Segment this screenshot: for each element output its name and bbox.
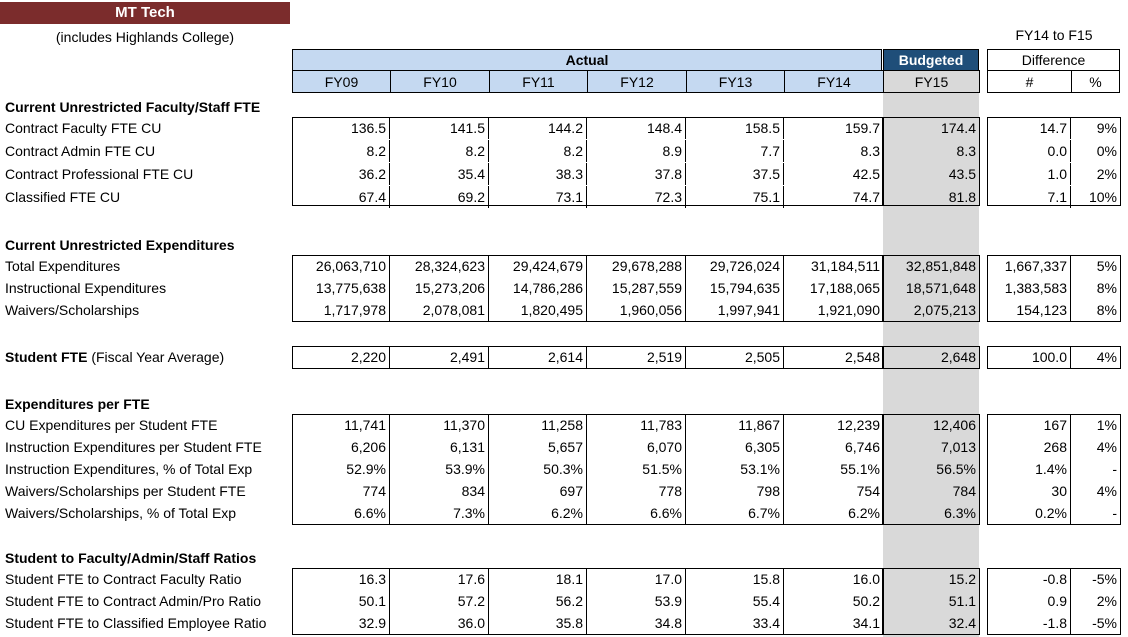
value-cell-fy10[interactable]: 6,131 (390, 436, 489, 458)
value-cell-fy11[interactable]: 697 (489, 480, 587, 502)
budget-cell[interactable]: 174.4 (940, 120, 976, 136)
value-cell-fy12[interactable]: 778 (587, 480, 686, 502)
budget-cell[interactable]: 32.4 (948, 615, 976, 631)
value-cell-fy13[interactable]: 75.1 (686, 186, 784, 208)
budget-cell[interactable]: 8.3 (956, 143, 976, 159)
value-cell-fy09[interactable]: 11,741 (292, 414, 390, 436)
budget-cell[interactable]: 7,013 (940, 439, 976, 455)
value-cell-fy12[interactable]: 34.8 (587, 612, 686, 634)
budgeted-header: Budgeted (883, 49, 979, 70)
diff-num-cell[interactable]: 1,667,337 (987, 255, 1071, 277)
diff-num-cell[interactable]: 30 (987, 480, 1071, 502)
value-cell-fy11[interactable]: 35.8 (489, 612, 587, 634)
row-label: Contract Professional FTE CU (5, 166, 194, 182)
institution-title: MT Tech (0, 2, 290, 24)
institution-subtitle: (includes Highlands College) (55, 29, 235, 45)
value-cell-fy12[interactable]: 11,783 (587, 414, 686, 436)
value-cell-fy10[interactable]: 17.6 (390, 568, 489, 590)
diff-pct-cell[interactable]: 4% (1096, 439, 1117, 455)
value-cell-fy13[interactable]: 55.4 (686, 590, 784, 612)
diff-num-cell[interactable]: -1.8 (987, 612, 1071, 634)
value-cell-fy09[interactable]: 136.5 (292, 117, 390, 139)
value-cell-fy11[interactable]: 2,614 (489, 346, 587, 368)
value-cell-fy10[interactable]: 57.2 (390, 590, 489, 612)
value-cell-fy14[interactable]: 1,921,090 (817, 302, 880, 318)
budget-cell[interactable]: 12,406 (933, 417, 976, 433)
value-cell-fy10[interactable]: 2,078,081 (390, 299, 489, 321)
value-cell-fy12[interactable]: 72.3 (587, 186, 686, 208)
budget-cell[interactable]: 2,075,213 (913, 302, 976, 318)
budget-cell[interactable]: 18,571,648 (905, 280, 976, 296)
diff-num-cell[interactable]: 1.0 (987, 163, 1071, 185)
row-label: Student FTE to Contract Faculty Ratio (5, 571, 242, 587)
difference-header: Difference (987, 49, 1120, 70)
value-cell-fy11[interactable]: 144.2 (489, 117, 587, 139)
value-cell-fy10[interactable]: 2,491 (390, 346, 489, 368)
diff-num-cell[interactable]: 268 (987, 436, 1071, 458)
value-cell-fy10[interactable]: 11,370 (390, 414, 489, 436)
value-cell-fy13[interactable]: 1,997,941 (686, 299, 784, 321)
value-cell-fy11[interactable]: 8.2 (489, 140, 587, 162)
value-cell-fy09[interactable]: 26,063,710 (292, 255, 390, 277)
row-label: Total Expenditures (5, 258, 121, 274)
value-cell-fy09[interactable]: 13,775,638 (292, 277, 390, 299)
row-label: Waivers/Scholarships, % of Total Exp (5, 505, 237, 521)
value-cell-fy11[interactable]: 1,820,495 (489, 299, 587, 321)
value-cell-fy13[interactable]: 29,726,024 (686, 255, 784, 277)
value-cell-fy14[interactable]: 754 (856, 483, 880, 499)
value-cell-fy12[interactable]: 6.6% (587, 502, 686, 524)
section-title-text: Current Unrestricted Faculty/Staff FTE (5, 99, 261, 115)
diff-pct-cell[interactable]: 2% (1096, 166, 1117, 182)
value-cell-fy13[interactable]: 11,867 (686, 414, 784, 436)
value-cell-fy14[interactable]: 6.2% (848, 505, 880, 521)
section-title-text: Student to Faculty/Admin/Staff Ratios (5, 550, 257, 566)
diff-num-cell[interactable]: 0.9 (987, 590, 1071, 612)
value-cell-fy09[interactable]: 6,206 (292, 436, 390, 458)
diff-pct-cell[interactable]: - (1112, 461, 1117, 477)
year-header-fy13: FY13 (686, 70, 785, 93)
section-title-suffix: (Fiscal Year Average) (87, 349, 225, 365)
value-cell-fy12[interactable]: 1,960,056 (587, 299, 686, 321)
value-cell-fy14[interactable]: 8.3 (860, 143, 880, 159)
value-cell-fy09[interactable]: 1,717,978 (292, 299, 390, 321)
row-label: Instruction Expenditures per Student FTE (5, 439, 262, 455)
diff-num-cell[interactable]: 1.4% (987, 458, 1071, 480)
value-cell-fy14[interactable]: 12,239 (837, 417, 880, 433)
value-cell-fy12[interactable]: 15,287,559 (587, 277, 686, 299)
diff-num-cell[interactable]: 0.2% (987, 502, 1071, 524)
value-cell-fy13[interactable]: 7.7 (686, 140, 784, 162)
value-cell-fy12[interactable]: 51.5% (587, 458, 686, 480)
value-cell-fy10[interactable]: 8.2 (390, 140, 489, 162)
diff-pct-cell[interactable]: 4% (1096, 483, 1117, 499)
value-cell-fy09[interactable]: 50.1 (292, 590, 390, 612)
value-cell-fy13[interactable]: 6,305 (686, 436, 784, 458)
value-cell-fy10[interactable]: 28,324,623 (390, 255, 489, 277)
value-cell-fy14[interactable]: 2,548 (844, 349, 880, 365)
row-label: Student FTE to Contract Admin/Pro Ratio (5, 593, 262, 609)
value-cell-fy12[interactable]: 17.0 (587, 568, 686, 590)
diff-pct-cell[interactable]: 9% (1096, 120, 1117, 136)
value-cell-fy09[interactable]: 36.2 (292, 163, 390, 185)
year-header-fy10: FY10 (390, 70, 490, 93)
value-cell-fy14[interactable]: 74.7 (852, 189, 880, 205)
diff-num-cell[interactable]: 0.0 (987, 140, 1071, 162)
value-cell-fy11[interactable]: 29,424,679 (489, 255, 587, 277)
budget-cell[interactable]: 51.1 (948, 593, 976, 609)
value-cell-fy14[interactable]: 31,184,511 (810, 258, 880, 274)
diff-num-cell[interactable]: 167 (987, 414, 1071, 436)
value-cell-fy09[interactable]: 67.4 (292, 186, 390, 208)
row-label: Instruction Expenditures, % of Total Exp (5, 461, 253, 477)
value-cell-fy12[interactable]: 148.4 (587, 117, 686, 139)
year-header-fy12: FY12 (587, 70, 687, 93)
diff-pct-cell[interactable]: 10% (1088, 189, 1117, 205)
diff-pct-cell[interactable]: 8% (1096, 302, 1117, 318)
value-cell-fy10[interactable]: 53.9% (390, 458, 489, 480)
value-cell-fy11[interactable]: 73.1 (489, 186, 587, 208)
diff-num-cell[interactable]: 100.0 (987, 346, 1071, 368)
diff-num-cell[interactable]: -0.8 (987, 568, 1071, 590)
row-label: Contract Admin FTE CU (5, 143, 156, 159)
value-cell-fy11[interactable]: 18.1 (489, 568, 587, 590)
budget-cell[interactable]: 784 (952, 483, 976, 499)
budget-cell[interactable]: 32,851,848 (905, 258, 976, 274)
value-cell-fy09[interactable]: 52.9% (292, 458, 390, 480)
value-cell-fy10[interactable]: 15,273,206 (390, 277, 489, 299)
diff-pct-cell[interactable]: 0% (1096, 143, 1117, 159)
year-header-fy09: FY09 (292, 70, 391, 93)
value-cell-fy09[interactable]: 6.6% (292, 502, 390, 524)
year-header-budget: FY15 (883, 70, 980, 93)
value-cell-fy13[interactable]: 33.4 (686, 612, 784, 634)
value-cell-fy10[interactable]: 141.5 (390, 117, 489, 139)
diff-pct-cell[interactable]: 5% (1096, 258, 1117, 274)
value-cell-fy13[interactable]: 53.1% (686, 458, 784, 480)
value-cell-fy09[interactable]: 2,220 (292, 346, 390, 368)
diff-num-header: # (987, 70, 1072, 93)
value-cell-fy10[interactable]: 35.4 (390, 163, 489, 185)
diff-pct-cell[interactable]: - (1112, 505, 1117, 521)
actual-header: Actual (292, 49, 882, 70)
diff-num-cell[interactable]: 1,383,583 (987, 277, 1071, 299)
value-cell-fy10[interactable]: 69.2 (390, 186, 489, 208)
value-cell-fy10[interactable]: 7.3% (390, 502, 489, 524)
row-label: Student FTE to Classified Employee Ratio (5, 615, 267, 631)
value-cell-fy09[interactable]: 8.2 (292, 140, 390, 162)
diff-pct-cell[interactable]: -5% (1092, 571, 1117, 587)
row-label: Contract Faculty FTE CU (5, 120, 162, 136)
budget-cell[interactable]: 56.5% (936, 461, 976, 477)
value-cell-fy11[interactable]: 11,258 (489, 414, 587, 436)
value-cell-fy11[interactable]: 50.3% (489, 458, 587, 480)
value-cell-fy09[interactable]: 774 (292, 480, 390, 502)
value-cell-fy14[interactable]: 55.1% (840, 461, 880, 477)
value-cell-fy12[interactable]: 37.8 (587, 163, 686, 185)
value-cell-fy11[interactable]: 5,657 (489, 436, 587, 458)
value-cell-fy11[interactable]: 14,786,286 (489, 277, 587, 299)
diff-num-cell[interactable]: 7.1 (987, 186, 1071, 208)
value-cell-fy13[interactable]: 15.8 (686, 568, 784, 590)
value-cell-fy12[interactable]: 29,678,288 (587, 255, 686, 277)
value-cell-fy12[interactable]: 8.9 (587, 140, 686, 162)
value-cell-fy12[interactable]: 6,070 (587, 436, 686, 458)
diff-pct-cell[interactable]: -5% (1092, 615, 1117, 631)
value-cell-fy12[interactable]: 2,519 (587, 346, 686, 368)
diff-pct-header: % (1071, 70, 1120, 93)
value-cell-fy14[interactable]: 159.7 (844, 120, 880, 136)
section-title (5, 346, 224, 368)
value-cell-fy10[interactable]: 834 (390, 480, 489, 502)
value-cell-fy13[interactable]: 37.5 (686, 163, 784, 185)
value-cell-fy14[interactable]: 50.2 (852, 593, 880, 609)
diff-pct-cell[interactable]: 4% (1096, 349, 1117, 365)
diff-pct-cell[interactable]: 2% (1096, 593, 1117, 609)
value-cell-fy14[interactable]: 17,188,065 (809, 280, 880, 296)
budget-cell[interactable]: 6.3% (944, 505, 976, 521)
value-cell-fy13[interactable]: 2,505 (686, 346, 784, 368)
row-label: CU Expenditures per Student FTE (5, 417, 218, 433)
section-title-text: Expenditures per FTE (5, 396, 150, 412)
section-title (5, 234, 235, 256)
budget-cell[interactable]: 2,648 (940, 349, 976, 365)
value-cell-fy14[interactable]: 6,746 (844, 439, 880, 455)
year-header-fy11: FY11 (489, 70, 588, 93)
value-cell-fy11[interactable]: 56.2 (489, 590, 587, 612)
budget-cell[interactable]: 43.5 (948, 166, 976, 182)
diff-pct-cell[interactable]: 8% (1096, 280, 1117, 296)
diff-num-cell[interactable]: 154,123 (987, 299, 1071, 321)
value-cell-fy09[interactable]: 16.3 (292, 568, 390, 590)
section-title (5, 547, 256, 569)
row-label: Classified FTE CU (5, 189, 121, 205)
value-cell-fy09[interactable]: 32.9 (292, 612, 390, 634)
row-label: Instructional Expenditures (5, 280, 167, 296)
value-cell-fy13[interactable]: 6.7% (686, 502, 784, 524)
section-title (5, 96, 260, 118)
year-header-fy14: FY14 (784, 70, 884, 93)
value-cell-fy11[interactable]: 38.3 (489, 163, 587, 185)
row-label: Waivers/Scholarships (5, 302, 140, 318)
value-cell-fy14[interactable]: 16.0 (852, 571, 880, 587)
value-cell-fy13[interactable]: 15,794,635 (686, 277, 784, 299)
value-cell-fy12[interactable]: 53.9 (587, 590, 686, 612)
diff-num-cell[interactable]: 14.7 (987, 117, 1071, 139)
value-cell-fy14[interactable]: 34.1 (852, 615, 880, 631)
value-cell-fy13[interactable]: 798 (686, 480, 784, 502)
section-title (5, 393, 150, 415)
value-cell-fy10[interactable]: 36.0 (390, 612, 489, 634)
row-label: Waivers/Scholarships per Student FTE (5, 483, 246, 499)
value-cell-fy11[interactable]: 6.2% (489, 502, 587, 524)
value-cell-fy13[interactable]: 158.5 (686, 117, 784, 139)
difference-period-title: FY14 to F15 (1015, 27, 1093, 43)
section-title-text: Student FTE (5, 349, 88, 365)
budget-cell[interactable]: 15.2 (948, 571, 976, 587)
budget-cell[interactable]: 81.8 (948, 189, 976, 205)
value-cell-fy14[interactable]: 42.5 (852, 166, 880, 182)
diff-pct-cell[interactable]: 1% (1096, 417, 1117, 433)
section-title-text: Current Unrestricted Expenditures (5, 237, 235, 253)
